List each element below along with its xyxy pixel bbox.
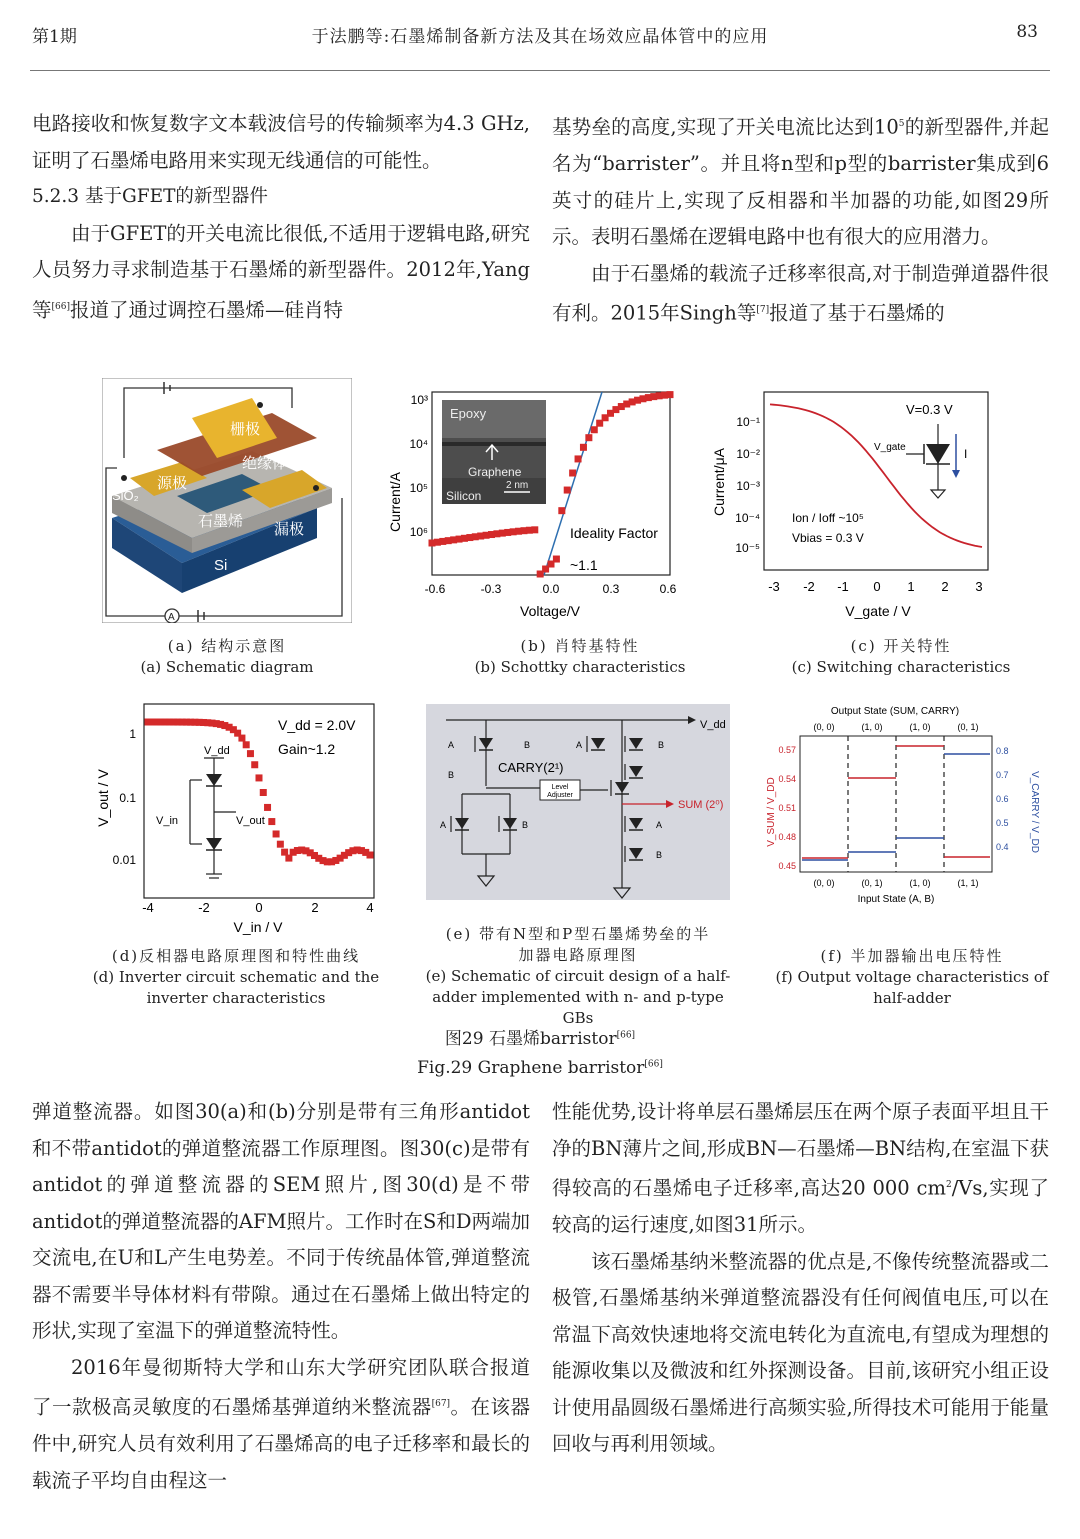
label-source: 源极: [157, 475, 188, 492]
e-input-label: B: [656, 850, 663, 860]
panel-f-chart: [762, 702, 1042, 912]
f-top-state: (1, 0): [861, 722, 883, 732]
d-data-point: [273, 830, 280, 837]
page-number: 83: [1016, 22, 1038, 42]
caption-c: (c) 开关特性 (c) Switching characteristics: [791, 637, 1011, 676]
c-xlabel: V_gate / V: [845, 603, 911, 619]
b-data-point: [558, 507, 565, 514]
c-ytick: 10⁻⁵: [735, 541, 760, 555]
f-bottom-state: (0, 0): [813, 878, 835, 888]
b-ytick: 10⁴: [409, 437, 428, 451]
svg-text:Silicon: Silicon: [446, 489, 482, 503]
d-ylabel: V_out / V: [95, 769, 111, 827]
f-top-title: Output State (SUM, CARRY): [830, 706, 960, 717]
b-data-point: [564, 487, 571, 494]
paragraph: 该石墨烯基纳米整流器的优点是,不像传统整流器或二极管,石墨烯基纳米弹道整流器没有任何阀值电压,可以在常温下高效快速地将交流电转化为直流电,有望成为理想的能源收集以及微波和红外探测设备。目前,该研究小组正设计使用晶圆级石墨烯进行高频实验,所得技术可能用于能量回收与再利用领域。: [552, 1249, 1049, 1455]
header-rule: [30, 70, 1050, 71]
paragraph: 2016年曼彻斯特大学和山东大学研究团队联合报道了一款极高灵敏度的石墨烯基弹道纳米整流器[67]。在该器件中,研究人员有效利用了石墨烯高的电子迁移率和最长的载流子平均自由程这一: [32, 1355, 530, 1492]
d-xtick: -2: [198, 900, 210, 915]
c-ytick: 10⁻³: [736, 479, 760, 493]
d-xtick: 4: [366, 900, 374, 915]
b-ideality-label: Ideality Factor: [570, 525, 658, 541]
label-graphene: 石墨烯: [198, 513, 244, 530]
f-ylabel-right: V_CARRY / V_DD: [1029, 771, 1040, 853]
e-input-label: B: [448, 770, 455, 780]
label-sio2: SiO₂: [112, 488, 139, 503]
caption-e: (e) 带有N型和P型石墨烯势垒的半 加器电路原理图 (e) Schematic of circuit design of a half- adder implemented with n- and p-type GBs: [425, 925, 731, 1027]
paragraph: 电路接收和恢复数字文本载波信号的传输频率为4.3 GHz,证明了石墨烯电路用来实现无线通信的可能性。: [32, 112, 530, 172]
f-ytick-right: 0.4: [996, 842, 1009, 852]
f-bottom-state: (0, 1): [861, 878, 883, 888]
paragraph: 弹道整流器。如图30(a)和(b)分别是带有三角形antidot和不带antidot的弹道整流器工作原理图。图30(c)是带有antidot的弹道整流器的SEM照片,图30(d)是不带antidot的弹道整流器的AFM照片。工作时在S和D两端加交流电,在U和L产生电势差。不同于传统晶体管,弹道整流器不需要半导体材料有带隙。通过在石墨烯上做出特定的形状,实现了室温下的弹道整流特性。: [32, 1100, 530, 1342]
b-xtick: 0.3: [602, 582, 620, 596]
f-xlabel: Input State (A, B): [857, 894, 935, 905]
f-top-state: (0, 1): [957, 722, 979, 732]
c-xtick: -3: [768, 579, 780, 594]
c-ylabel: Current/μA: [711, 448, 727, 516]
d-data-point: [260, 789, 267, 796]
d-ytick: 0.01: [112, 853, 136, 867]
panel-c-chart: [706, 382, 996, 627]
e-input-label: A: [448, 740, 455, 750]
c-ytick: 10⁻¹: [736, 415, 760, 429]
f-ytick-left: 0.48: [778, 832, 796, 842]
f-ytick-left: 0.51: [778, 803, 796, 813]
b-xtick: 0.0: [542, 582, 560, 596]
caption-d: (d)反相器电路原理图和特性曲线 (d) Inverter circuit schematic and the inverter characteristics: [92, 947, 380, 1007]
b-ytick: 10⁵: [409, 481, 428, 495]
e-adjuster-label: Adjuster: [547, 792, 573, 799]
b-data-point: [553, 556, 560, 563]
paragraph: 由于GFET的开关电流比很低,不适用于逻辑电路,研究人员努力寻求制造基于石墨烯的新型器件。2012年,Yang等[66]报道了通过调控石墨烯—硅肖特: [32, 221, 530, 321]
d-data-point: [256, 774, 263, 781]
d-data-point: [264, 804, 271, 811]
c-xtick: -1: [837, 579, 849, 594]
paragraph: 性能优势,设计将单层石墨烯层压在两个原子表面平坦且干净的BN薄片之间,形成BN—石墨烯—BN结构,在室温下获得较高的石墨烯电子迁移率,高达20 000 $cm^2/Vs$,实现了较高的运行速度,如图31所示。: [552, 1100, 1050, 1236]
panel-a-schematic: [102, 378, 352, 623]
citation: [66]: [51, 301, 70, 312]
f-ytick-left: 0.45: [778, 861, 796, 871]
f-top-state: (0, 0): [813, 722, 835, 732]
b-data-point: [531, 526, 538, 533]
svg-text:2 nm: 2 nm: [506, 480, 529, 491]
b-ideality-value: ~1.1: [570, 557, 598, 573]
c-xtick: 0: [873, 579, 881, 594]
running-title: 于法鹏等:石墨烯制备新方法及其在场效应晶体管中的应用: [311, 27, 769, 47]
paragraph: 由于石墨烯的载流子迁移率很高,对于制造弹道器件很有利。2015年Singh等[7]报道了基于石墨烯的: [552, 261, 1049, 325]
f-ytick-right: 0.5: [996, 818, 1009, 828]
bottom-right-column: [552, 1094, 1049, 1463]
caption-f: (f) 半加器输出电压特性 (f) Output voltage characteristics of half-adder: [775, 947, 1049, 1007]
e-input-label: A: [656, 820, 663, 830]
f-ylabel-left: V_SUM / V_DD: [766, 777, 777, 847]
b-xtick: -0.3: [480, 582, 502, 596]
issue-number: 第1期: [32, 27, 77, 47]
c-current-label: I: [964, 447, 968, 461]
d-data-point: [238, 735, 245, 742]
label-gate: 栅极: [230, 421, 261, 438]
d-vout-label: V_out: [236, 815, 265, 827]
c-vbias-label: Vbias = 0.3 V: [792, 531, 864, 545]
f-ytick-right: 0.8: [996, 746, 1009, 756]
e-vdd-label: V_dd: [700, 719, 726, 731]
f-bottom-state: (1, 1): [957, 878, 979, 888]
figure-title-zh: 图29 石墨烯barristor[66]: [444, 1029, 636, 1049]
caption-a: (a) 结构示意图 (a) Schematic diagram: [140, 637, 314, 676]
panel-e-circuit: [426, 704, 730, 900]
f-ytick-right: 0.6: [996, 794, 1009, 804]
ammeter-icon: A: [168, 612, 175, 623]
b-data-point: [575, 455, 582, 462]
panel-b-chart: [380, 382, 680, 627]
citation: [67]: [431, 1399, 451, 1409]
section-heading: 5.2.3 基于GFET的新型器件: [32, 186, 268, 207]
d-xtick: 2: [311, 900, 319, 915]
b-ylabel: Current/A: [387, 472, 403, 532]
c-xtick: 1: [907, 579, 915, 594]
d-xtick: -4: [142, 900, 154, 915]
c-ratio-label: Ion / Ioff ~10⁵: [792, 511, 864, 525]
b-data-point: [585, 434, 592, 441]
f-bottom-state: (1, 0): [909, 878, 931, 888]
citation: [7]: [756, 305, 770, 315]
label-insulator: 绝缘体: [242, 455, 288, 472]
panel-d-chart: [86, 698, 386, 938]
c-xtick: -2: [803, 579, 815, 594]
c-ytick: 10⁻²: [736, 447, 760, 461]
e-input-label: A: [440, 820, 447, 830]
d-xlabel: V_in / V: [233, 919, 283, 935]
b-data-point: [569, 470, 576, 477]
e-input-label: B: [522, 820, 529, 830]
c-xtick: 3: [975, 579, 983, 594]
b-xlabel: Voltage/V: [520, 603, 580, 619]
top-left-column: [32, 106, 530, 329]
b-ytick: 10³: [410, 393, 428, 407]
b-xtick: -0.6: [424, 582, 446, 596]
f-ytick-right: 0.7: [996, 770, 1009, 780]
c-vgate-label: V_gate: [874, 442, 906, 453]
caption-b: (b) 肖特基特性 (b) Schottky characteristics: [474, 637, 686, 676]
b-data-point: [667, 391, 674, 398]
f-ytick-left: 0.57: [778, 745, 796, 755]
d-data-point: [268, 818, 275, 825]
d-data-point: [243, 741, 250, 748]
figure-title-en: Fig.29 Graphene barristor[66]: [417, 1058, 663, 1078]
f-ytick-left: 0.54: [778, 774, 796, 784]
d-data-point: [251, 761, 258, 768]
e-carry-label: CARRY(2¹): [498, 760, 564, 775]
bottom-left-column: [32, 1094, 530, 1499]
c-v-label: V=0.3 V: [906, 402, 953, 417]
d-xtick: 0: [255, 900, 263, 915]
label-drain: 漏极: [274, 521, 305, 538]
f-top-state: (1, 0): [909, 722, 931, 732]
b-ytick: 10⁶: [409, 525, 428, 539]
d-vin-label: V_in: [156, 815, 179, 827]
e-input-label: A: [576, 740, 583, 750]
running-header: [32, 22, 1048, 50]
label-si: Si: [214, 557, 228, 574]
d-vdd-node: V_dd: [204, 745, 230, 757]
d-data-point: [247, 750, 254, 757]
d-data-point: [277, 841, 284, 848]
e-input-label: B: [658, 740, 665, 750]
c-ytick: 10⁻⁴: [735, 511, 760, 525]
svg-text:Epoxy: Epoxy: [450, 406, 487, 421]
paragraph: 基势垒的高度,实现了开关电流比达到$10^5$的新型器件,并起名为“barrister”。并且将n型和p型的barrister集成到6英寸的硅片上,实现了反相器和半加器的功能,如图29所示。表明石墨烯在逻辑电路中也有很大的应用潜力。: [552, 115, 1050, 248]
top-right-column: [552, 106, 1049, 332]
d-ytick: 1: [129, 727, 136, 741]
d-data-point: [367, 852, 374, 859]
d-ytick: 0.1: [119, 791, 136, 805]
b-data-point: [580, 444, 587, 451]
c-xtick: 2: [941, 579, 949, 594]
d-gain-label: Gain~1.2: [278, 741, 336, 757]
svg-text:Graphene: Graphene: [468, 465, 522, 479]
e-level-label: Level: [551, 784, 569, 791]
e-sum-label: SUM (2⁰): [678, 799, 724, 811]
e-input-label: B: [524, 740, 531, 750]
b-xtick: 0.6: [659, 582, 677, 596]
b-data-point: [591, 426, 598, 433]
d-vdd-label: V_dd = 2.0V: [278, 717, 356, 733]
